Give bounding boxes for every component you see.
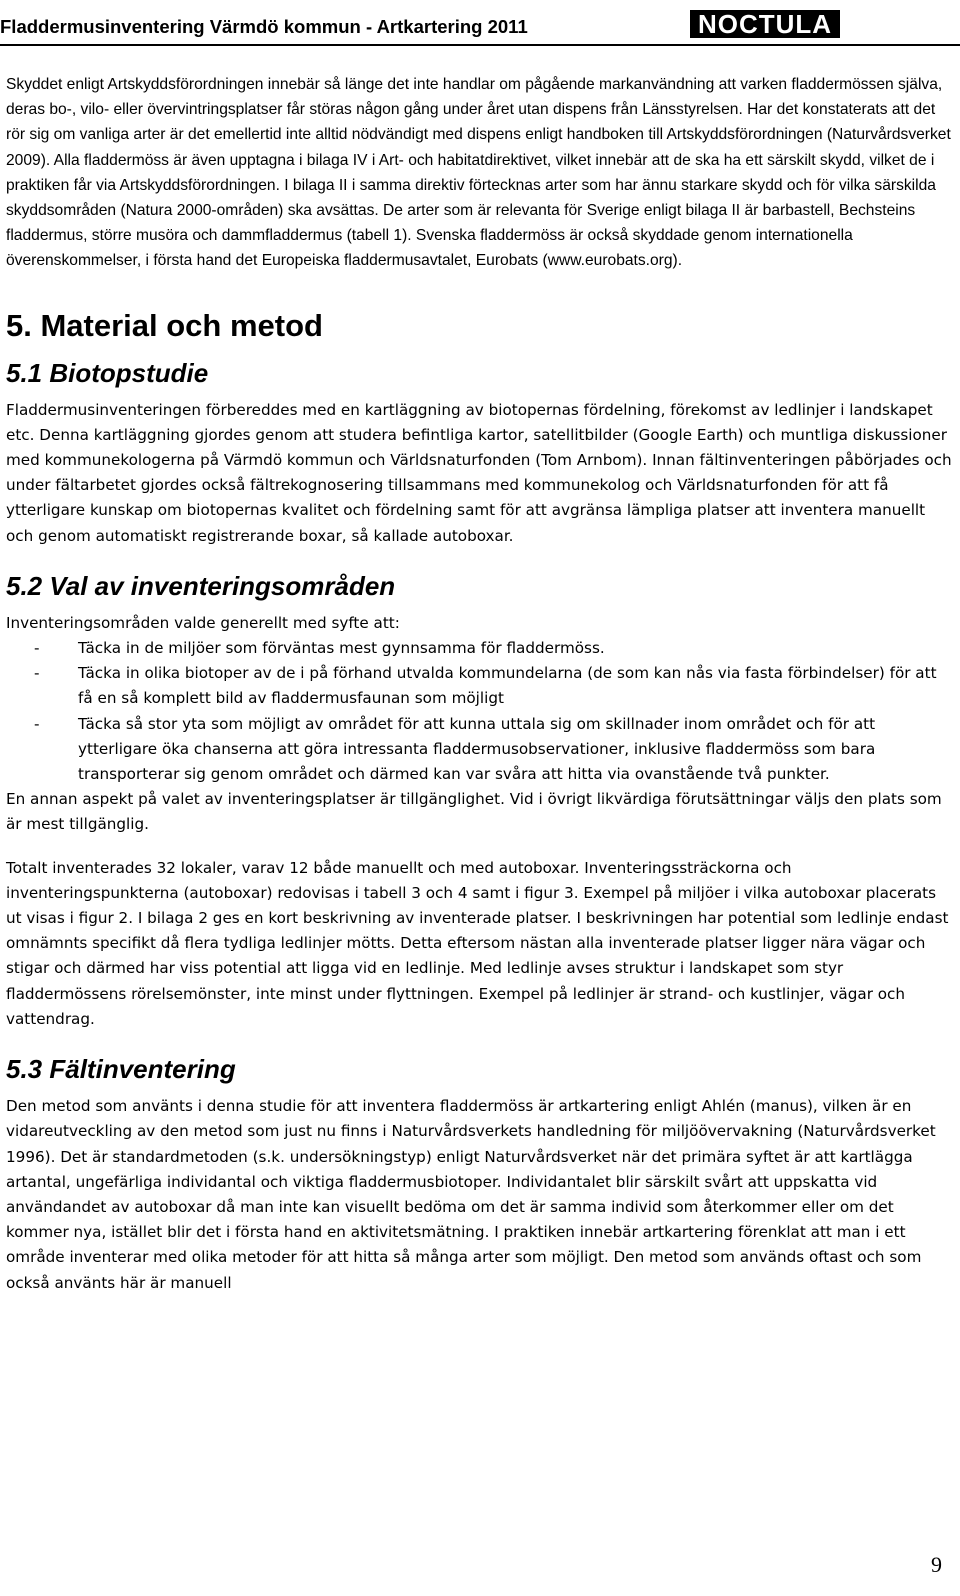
- subsection-heading-falt: 5.3 Fältinventering: [6, 1054, 236, 1085]
- dash-bullet: -: [34, 639, 40, 658]
- paragraph-totals: Totalt inventerades 32 lokaler, varav 12 både manuellt och med autoboxar. Inventeringssträckorna och inventeringspunkterna (autoboxar) redovisas i tabell 3 och 4 samt i figur 3. Exempel på miljöer i vilka autoboxar placerats ut visas i figur 2. I bilaga 2 ges en kort beskrivning av inventerade platser. I beskrivningen har potential som ledlinje endast omnämnts specifikt då flera tydliga ledlinjer mötts. Detta eftersom nästan alla inventerade platser ligger nära vägar och stigar och därmed har viss potential att ligga vid en ledlinje. Med ledlinje avses struktur i landskapet som styr fladdermössens rörelsemönster, inte minst under flyttningen. Exempel på ledlinjer är strand- och kustlinjer, vägar och vattendrag.: [6, 858, 949, 1028]
- section-heading-material: 5. Material och metod: [6, 307, 323, 343]
- noctula-logo: NOCTULA: [690, 10, 840, 38]
- page-header: [0, 8, 960, 42]
- paragraph-accessibility: En annan aspekt på valet av inventeringsplatser är tillgänglighet. Vid i övrigt likvärdiga förutsättningar väljs den plats som är mest tillgänglig.: [6, 790, 942, 834]
- document-title: Fladdermusinventering Värmdö kommun - Artkartering 2011: [0, 16, 528, 37]
- paragraph-falt: Den metod som använts i denna studie för att inventera fladdermöss är artkartering enligt Ahlén (manus), vilken är en vidareutveckling av den metod som just nu finns i Naturvårdsverkets handledning för miljöövervakning (Naturvårdsverket 1996). Det är standardmetoden (s.k. undersökningstyp) enligt Naturvårdsverket när det primära syftet är att kartlägga artantal, ungefärliga individantal och viktiga fladdermusbiotoper. Individantalet blir särskilt svårt att uppskatta vid användandet av autoboxar då man inte kan visuellt bedöma om det är samma individ som återkommer eller om det kommer nya, istället blir det i första hand en aktivitetsmätning. I praktiken innebär artkartering förenklat att man i ett område inventerar med olika metoder för att hitta så många arter som möjligt. Den metod som används oftast och som också använts här är manuell: [6, 1097, 936, 1292]
- list-item: - Täcka in de miljöer som förväntas mest gynnsamma för fladdermöss.: [6, 636, 954, 661]
- list-item: - Täcka in olika biotoper av de i på förhand utvalda kommundelarna (de som kan nås via fasta förbindelser) för att få en så komplett bild av fladdermusfaunan som möjligt: [6, 661, 954, 711]
- list-item: - Täcka så stor yta som möjligt av området för att kunna uttala sig om skillnader inom området och för att ytterligare öka chanserna att göra intressanta fladdermusobservationer, inklusive fladdermöss som bara transporterar sig genom området och därmed kan var svåra att hitta via ovanstående två punkter.: [6, 712, 954, 788]
- criteria-list: [6, 636, 954, 787]
- header-rule: [0, 44, 960, 46]
- dash-bullet: -: [34, 664, 40, 683]
- page-content: [6, 72, 954, 1296]
- paragraph-biotop: Fladdermusinventeringen förbereddes med en kartläggning av biotopernas fördelning, förekomst av ledlinjer i landskapet etc. Denna kartläggning gjordes genom att studera befintliga kartor, satellitbilder (Google Earth) och muntliga diskussioner med kommunekologerna på Värmdö kommun och Världsnaturfonden (Tom Arnbom). Innan fältinventeringen påbörjades och under fältarbetet gjordes också fältrekognosering tillsammans med kommunekolog och Världsnaturfonden för att få ytterligare kunskap om biotopernas kvalitet och fördelning samt för att avgränsa lämpliga platser att inventera manuellt och genom automatiskt registrerande boxar, så kallade autoboxar.: [6, 400, 952, 545]
- subsection-heading-biotop: 5.1 Biotopstudie: [6, 357, 209, 388]
- paragraph-protection: Skyddet enligt Artskyddsförordningen innebär så länge det inte handlar om pågående markanvändning att varken fladdermössen själva, deras bo-, vilo- eller övervintringsplatser får störas någon gång under året utan dispens från Länsstyrelsen. Har det konstaterats att det rör sig om vanliga arter är det emellertid inte alltid nödvändigt med dispens enligt handboken till Artskyddsförordningen (Naturvårdsverket 2009). Alla fladdermöss är även upptagna i bilaga IV i Art- och habitatdirektivet, vilket innebär att de ska ha ett särskilt skydd, vilket de i praktiken får via Artskyddsförordningen. I bilaga II i samma direktiv förtecknas arter som har ännu starkare skydd och för vilka särskilda skyddsområden (Natura 2000-områden) ska avsättas. De arter som är relevanta för Sverige enligt bilaga II är barbastell, Bechsteins fladdermus, större musöra och dammfladdermus (tabell 1). Svenska fladdermöss är också skyddade genom internationella överenskommelser, i första hand det Europeiska fladdermusavtalet, Eurobats (www.eurobats.org).: [6, 76, 951, 270]
- subsection-heading-val: 5.2 Val av inventeringsområden: [6, 570, 396, 601]
- dash-bullet: -: [34, 714, 40, 733]
- page-number: 9: [931, 1552, 942, 1577]
- paragraph-val-intro: Inventeringsområden valde generellt med syfte att:: [6, 613, 400, 632]
